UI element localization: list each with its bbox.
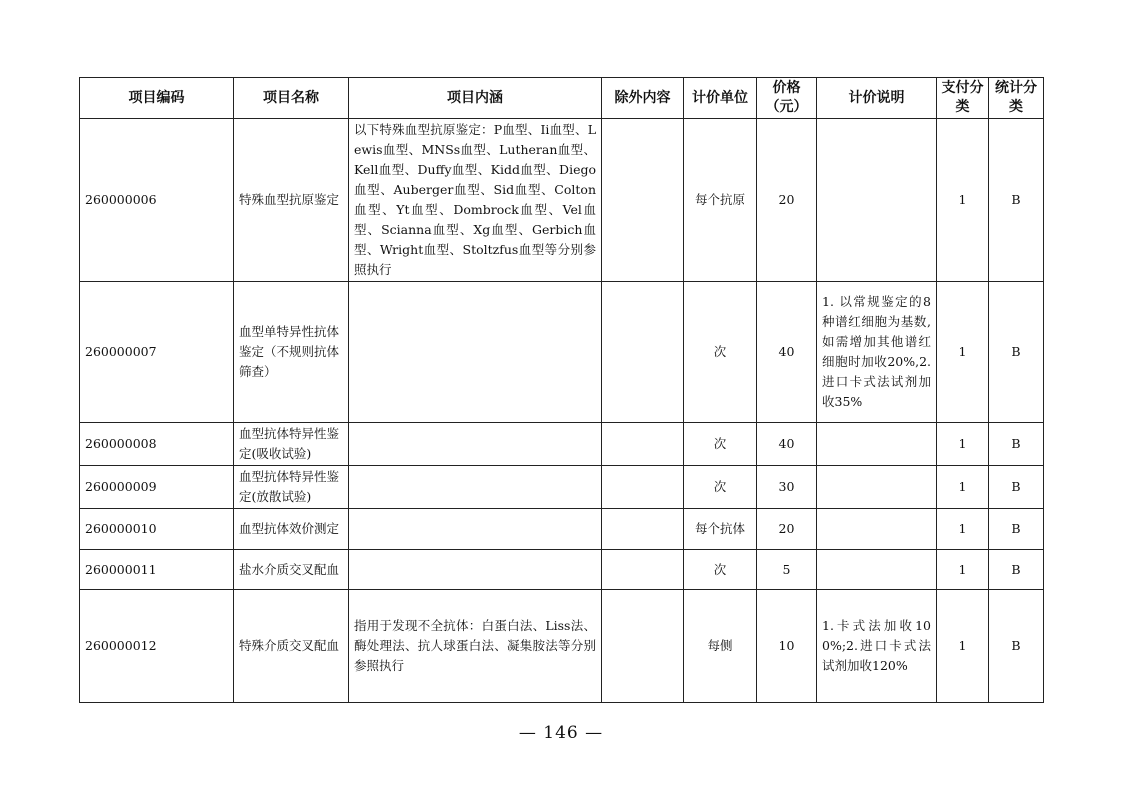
- item-name: 特殊介质交叉配血: [234, 590, 349, 703]
- item-price: 40: [757, 423, 817, 466]
- table-row: [80, 466, 1044, 509]
- item-price: 5: [757, 550, 817, 590]
- item-note: [817, 466, 937, 509]
- item-name: 血型抗体特异性鉴定(放散试验): [234, 466, 349, 509]
- header-code: 项目编码: [80, 78, 234, 119]
- item-exclusion: [602, 423, 684, 466]
- item-pay-class: 1: [937, 550, 989, 590]
- item-note: [817, 550, 937, 590]
- item-unit: 每侧: [684, 590, 757, 703]
- item-code: 260000007: [80, 282, 234, 423]
- header-note: 计价说明: [817, 78, 937, 119]
- item-code: 260000009: [80, 466, 234, 509]
- item-pay-class: 1: [937, 282, 989, 423]
- item-note: [817, 509, 937, 550]
- item-exclusion: [602, 550, 684, 590]
- item-code: 260000010: [80, 509, 234, 550]
- item-stat-class: B: [989, 119, 1044, 282]
- item-stat-class: B: [989, 550, 1044, 590]
- item-name: 血型单特异性抗体鉴定（不规则抗体筛查）: [234, 282, 349, 423]
- item-price: 30: [757, 466, 817, 509]
- header-content: 项目内涵: [349, 78, 602, 119]
- item-price: 20: [757, 119, 817, 282]
- item-content: [349, 423, 602, 466]
- item-stat-class: B: [989, 423, 1044, 466]
- item-code: 260000012: [80, 590, 234, 703]
- item-note: 1. 以常规鉴定的8种谱红细胞为基数,如需增加其他谱红细胞时加收20%,2.进口卡式法试剂加收35%: [817, 282, 937, 423]
- table-header-row: [80, 78, 1044, 119]
- item-note: [817, 423, 937, 466]
- header-stat-class: 统计分类: [989, 78, 1044, 119]
- table-row: [80, 550, 1044, 590]
- table-row: [80, 590, 1044, 703]
- item-content: [349, 550, 602, 590]
- item-pay-class: 1: [937, 509, 989, 550]
- item-content: 以下特殊血型抗原鉴定：P血型、Ii血型、Lewis血型、MNSs血型、Lutheran血型、Kell血型、Duffy血型、Kidd血型、Diego血型、Auberger血型、Sid血型、Colton血型、Yt血型、Dombrock血型、Vel血型、Scianna血型、Xg血型、Gerbich血型、Wright血型、Stoltzfus血型等分别参照执行: [349, 119, 602, 282]
- item-stat-class: B: [989, 282, 1044, 423]
- item-exclusion: [602, 466, 684, 509]
- table-row: [80, 282, 1044, 423]
- item-content: [349, 466, 602, 509]
- item-stat-class: B: [989, 466, 1044, 509]
- fee-schedule-table: [79, 77, 1044, 703]
- item-unit: 每个抗原: [684, 119, 757, 282]
- header-unit: 计价单位: [684, 78, 757, 119]
- item-exclusion: [602, 119, 684, 282]
- item-note: 1.卡式法加收100%;2.进口卡式法试剂加收120%: [817, 590, 937, 703]
- item-pay-class: 1: [937, 423, 989, 466]
- item-price: 20: [757, 509, 817, 550]
- item-price: 40: [757, 282, 817, 423]
- header-price: 价格（元）: [757, 78, 817, 119]
- item-pay-class: 1: [937, 590, 989, 703]
- item-note: [817, 119, 937, 282]
- item-name: 特殊血型抗原鉴定: [234, 119, 349, 282]
- item-unit: 次: [684, 550, 757, 590]
- item-code: 260000006: [80, 119, 234, 282]
- item-exclusion: [602, 282, 684, 423]
- page-number: — 146 —: [518, 723, 604, 743]
- item-stat-class: B: [989, 590, 1044, 703]
- item-code: 260000011: [80, 550, 234, 590]
- item-price: 10: [757, 590, 817, 703]
- item-code: 260000008: [80, 423, 234, 466]
- item-stat-class: B: [989, 509, 1044, 550]
- header-pay-class: 支付分类: [937, 78, 989, 119]
- item-name: 盐水介质交叉配血: [234, 550, 349, 590]
- item-pay-class: 1: [937, 119, 989, 282]
- item-name: 血型抗体效价测定: [234, 509, 349, 550]
- table-row: [80, 119, 1044, 282]
- item-content: 指用于发现不全抗体：白蛋白法、Liss法、酶处理法、抗人球蛋白法、凝集胺法等分别参照执行: [349, 590, 602, 703]
- item-exclusion: [602, 509, 684, 550]
- item-unit: 次: [684, 282, 757, 423]
- item-unit: 次: [684, 466, 757, 509]
- item-content: [349, 509, 602, 550]
- header-exclusion: 除外内容: [602, 78, 684, 119]
- item-unit: 次: [684, 423, 757, 466]
- table-row: [80, 423, 1044, 466]
- table-row: [80, 509, 1044, 550]
- item-unit: 每个抗体: [684, 509, 757, 550]
- item-name: 血型抗体特异性鉴定(吸收试验): [234, 423, 349, 466]
- item-content: [349, 282, 602, 423]
- header-name: 项目名称: [234, 78, 349, 119]
- item-pay-class: 1: [937, 466, 989, 509]
- item-exclusion: [602, 590, 684, 703]
